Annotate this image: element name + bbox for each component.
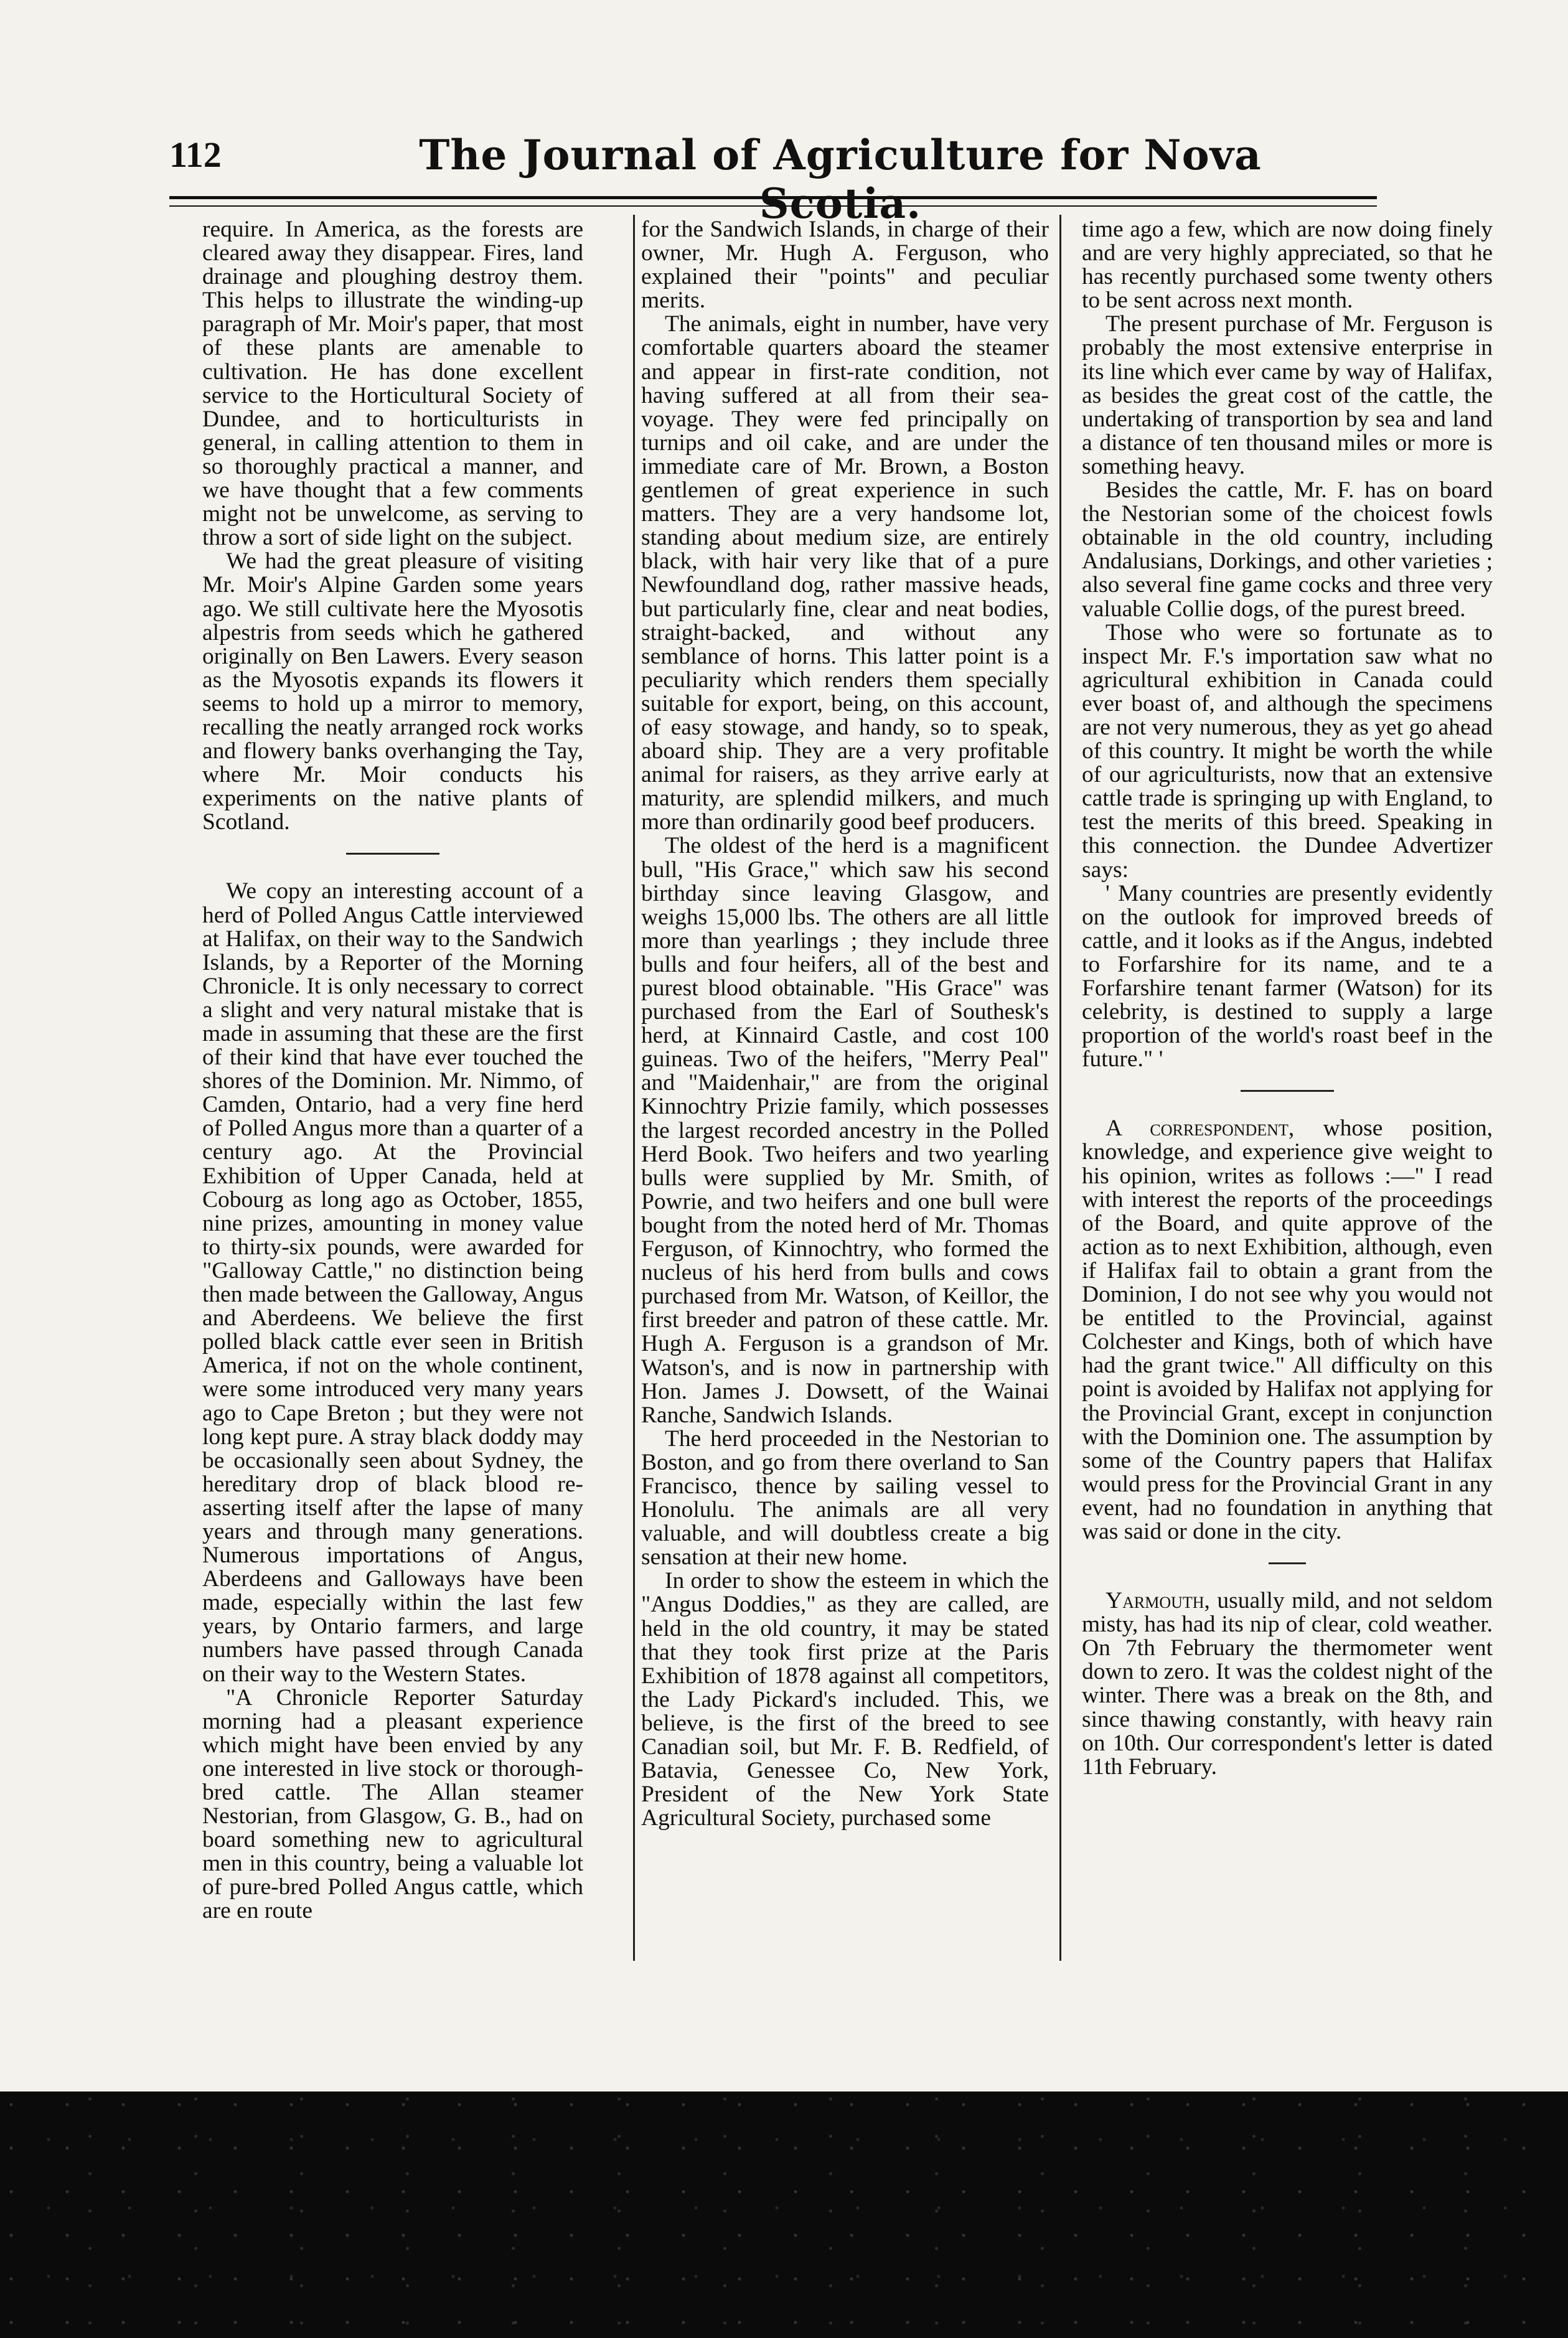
yarmouth-text: usually mild, and not seldom misty, has had its nip of clear, cold weather. On 7th February the thermometer went down to zero. It was the coldest night of the winter. There was a break on the 8th, and since thawing constantly, with heavy rain on 10th. Our correspondent's letter is dated 11th February. [1082, 1588, 1493, 1780]
paragraph: require. In America, as the forests are cleared away they disappear. Fires, land drainage and ploughing destroy them. This helps to illustrate the winding-up paragraph of Mr. Moir's paper, that most of these plants are amenable to cultivation. He has done excellent service to the Horticultural Society of Dundee, and to horticulturists in general, in calling attention to them in so thoroughly practical a manner, and we have thought that a few comments might not be unwelcome, as serving to throw a sort of side light on the subject. [202, 217, 583, 551]
yarmouth-paragraph [1082, 1589, 1493, 1779]
paragraph: The present purchase of Mr. Ferguson is probably the most extensive enterprise in its line which ever came by way of Halifax, as besides the great cost of the cattle, the undertaking of transportion by sea and land a distance of ten thousand miles or more is something heavy. [1082, 311, 1493, 479]
running-title: The Journal of Agriculture for Nova Scotia. [419, 131, 1262, 228]
column-1 [202, 218, 583, 1923]
yarmouth-lead: Yarmouth, [1106, 1588, 1210, 1614]
paragraph: The oldest of the herd is a magnificent bull, "His Grace," which saw his second birthday since leaving Glasgow, and weighs 15,000 lbs. The others are all little more than yearlings ; they include three bulls and four heifers, all of the best and purest blood obtainable. "His Grace" was purchased from the Earl of Southesk's herd, at Kinnaird Castle, and cost 100 guineas. Two of the heifers, "Merry Peal" and "Maidenhair," are from the original Kinnochtry Prizie family, which possesses the largest recorded ancestry in the Polled Herd Book. Two heifers and two yearling bulls were supplied by Mr. Smith, of Powrie, and two heifers and one bull were bought from the noted herd of Mr. Thomas Ferguson, of Kinnochtry, who formed the nucleus of his herd from bulls and cows purchased from Mr. Watson, of Keillor, the first breeder and patron of these cattle. Mr. Hugh A. Ferguson is a grandson of Mr. Watson's, and is now in partnership with Hon. James J. Dowsett, of the Wainai Ranche, Sandwich Islands. [641, 833, 1049, 1428]
section-rule [1269, 1562, 1306, 1564]
column-divider [633, 215, 635, 1961]
column-2 [641, 218, 1049, 1830]
correspondent-text: whose position, knowledge, and experience give weight to his opinion, writes as follows :—" I read with interest the reports of the proceedings of the Board, and quite approve of the action as to next Exhibition, although, even if Halifax fail to obtain a grant from the Dominion, I do not see why you would not be entitled to the Provincial, against Colchester and Kings, both of which have had the grant twice." All difficulty on this point is avoided by Halifax not applying for the Provincial Grant, except in conjunction with the Dominion one. The assumption by some of the Country papers that Halifax would press for the Provincial Grant in any event, had no foundation in anything that was said or done in the city. [1082, 1115, 1493, 1544]
column-divider [1059, 215, 1061, 1961]
paragraph: The herd proceeded in the Nestorian to Boston, and go from there overland to San Francisco, thence by sailing vessel to Honolulu. The animals are all very valuable, and will doubtless create a big sensation at their new home. [641, 1425, 1049, 1570]
paragraph: Besides the cattle, Mr. F. has on board the Nestorian some of the choicest fowls obtainable in the old country, including Andalusians, Dorkings, and other varieties ; also several fine game cocks and three very valuable Collie dogs, of the purest breed. [1082, 477, 1493, 622]
page-number: 112 [169, 134, 222, 175]
paragraph: In order to show the esteem in which the "Angus Doddies," as they are called, are held in the old country, it may be stated that they took first prize at the Paris Exhibition of 1878 against all competitors, the Lady Pickard's included. This, we believe, is the first of the breed to see Canadian soil, but Mr. F. B. Redfield, of Batavia, Genessee Co, New York, President of the New York State Agricultural Society, purchased some [641, 1568, 1049, 1831]
scan-bottom-band [0, 2092, 1568, 2338]
correspondent-paragraph [1082, 1117, 1493, 1544]
paragraph: The animals, eight in number, have very comfortable quarters aboard the steamer and appear in first-rate condition, not having suffered at all from their sea-voyage. They were fed principally on turnips and oil cake, and are under the immediate care of Mr. Brown, a Boston gentlemen of great experience in such matters. They are a very handsome lot, standing about medium size, are entirely black, with hair very like that of a pure Newfoundland dog, rather massive heads, but particularly fine, clear and neat bodies, straight-backed, and without any semblance of horns. This latter point is a peculiarity which renders them specially suitable for export, being, on this account, of easy stowage, and handy, so to speak, aboard ship. They are a very profitable animal for raisers, as they arrive early at maturity, are splendid milkers, and much more than ordinarily good beef producers. [641, 311, 1049, 835]
section-rule [346, 853, 439, 855]
paragraph: We had the great pleasure of visiting Mr. Moir's Alpine Garden some years ago. We still cultivate here the Myosotis alpestris from seeds which he gathered originally on Ben Lawers. Every season as the Myosotis expands its flowers it seems to hold up a mirror to memory, recalling the neatly arranged rock works and flowery banks overhanging the Tay, where Mr. Moir conducts his experiments on the native plants of Scotland. [202, 548, 583, 835]
correspondent-lead: A correspondent, [1106, 1115, 1295, 1142]
paragraph: "A Chronicle Reporter Saturday morning had a pleasant experience which might have been envied by any one interested in live stock or thorough-bred cattle. The Allan steamer Nestorian, from Glasgow, G. B., had on board something new to agricultural men in this country, being a valuable lot of pure-bred Polled Angus cattle, which are en route [202, 1684, 583, 1924]
paragraph: Those who were so fortunate as to inspect Mr. F.'s importation saw what no agricultural exhibition in Canada could ever boast of, and although the specimens are not very numerous, they as yet go ahead of this country. It might be worth the while of our agriculturists, now that an extensive cattle trade is springing up with England, to test the merits of this breed. Speaking in this connection. the Dundee Advertizer says: [1082, 619, 1493, 883]
paragraph: for the Sandwich Islands, in charge of their owner, Mr. Hugh A. Ferguson, who explained their "points" and peculiar merits. [641, 217, 1049, 314]
paragraph: time ago a few, which are now doing finely and are very highly appreciated, so that he has recently purchased some twenty others to be sent across next month. [1082, 217, 1493, 314]
column-3 [1082, 218, 1493, 1779]
paragraph: ' Many countries are presently evidently on the outlook for improved breeds of cattle, and it looks as if the Angus, indebted to Forfarshire for its name, and te a Forfarshire tenant farmer (Watson) for its celebrity, is destined to supply a large proportion of the world's roast beef in the future." ' [1082, 880, 1493, 1073]
paragraph: We copy an interesting account of a herd of Polled Angus Cattle interviewed at Halifax, on their way to the Sandwich Islands, by a Reporter of the Morning Chronicle. It is only necessary to correct a slight and very natural mistake that is made in assuming that these are the first of their kind that have ever touched the shores of the Dominion. Mr. Nimmo, of Camden, Ontario, had a very fine herd of Polled Angus more than a quarter of a century ago. At the Provincial Exhibition of Upper Canada, held at Cobourg as long ago as October, 1855, nine prizes, amounting in money value to thirty-six pounds, were awarded for "Galloway Cattle," no distinction being then made between the Galloway, Angus and Aberdeens. We believe the first polled black cattle ever seen in British America, if not on the whole continent, were some introduced very many years ago to Cape Breton ; but they were not long kept pure. A stray black doddy may be occasionally seen about Sydney, the hereditary drop of black blood re-asserting itself after the lapse of many years and through many generations. Numerous importations of Angus, Aberdeens and Galloways have been made, especially within the last few years, by Ontario farmers, and large numbers have passed through Canada on their way to the Western States. [202, 878, 583, 1687]
section-rule [1241, 1090, 1334, 1092]
header-rule-thin [169, 205, 1377, 207]
header-rule [169, 196, 1377, 199]
